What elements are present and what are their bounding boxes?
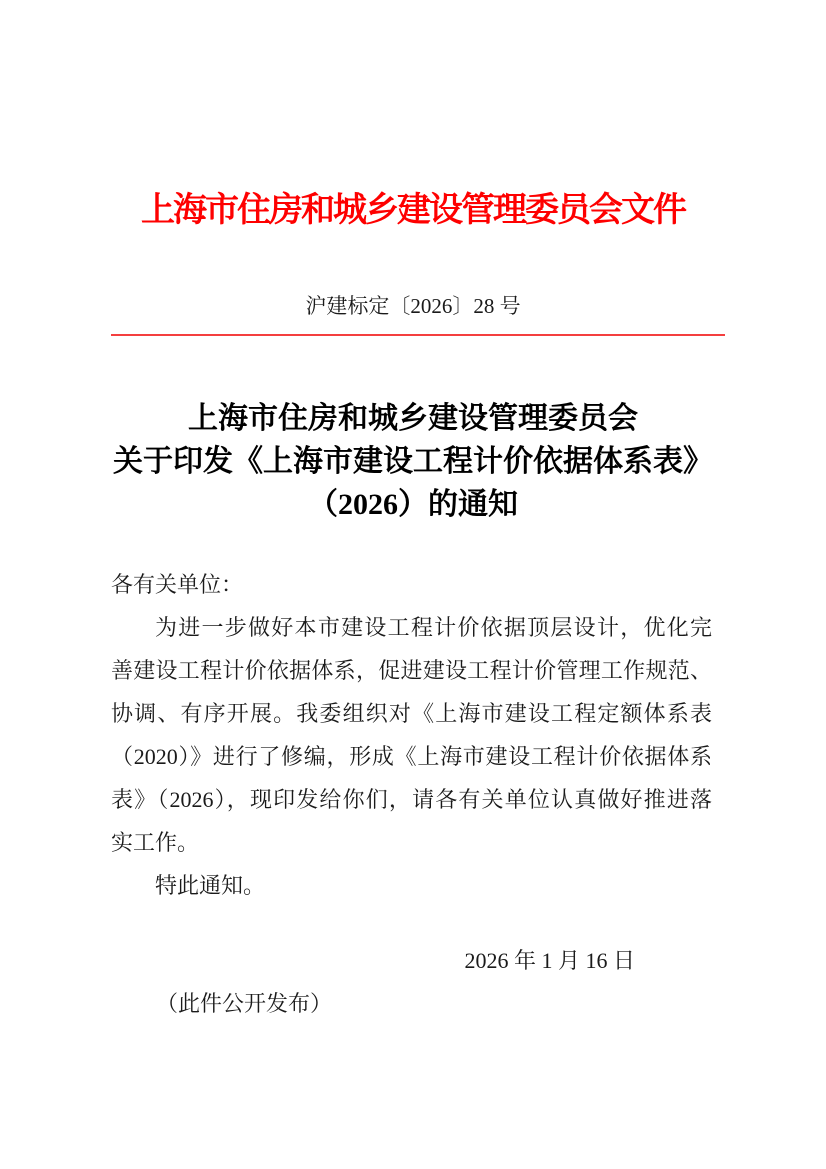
body-line: 表》（2026），现印发给你们，请各有关单位认真做好推进落	[111, 787, 712, 812]
notice-title-line-2: 关于印发《上海市建设工程计价依据体系表》	[113, 445, 713, 478]
public-release-note: （此件公开发布）	[156, 991, 333, 1016]
body-line: 善建设工程计价依据体系，促进建设工程计价管理工作规范、	[111, 658, 712, 683]
red-divider-rule	[111, 334, 725, 336]
letterhead-title: 上海市住房和城乡建设管理委员会文件	[141, 192, 685, 229]
closing-statement: 特此通知。	[155, 873, 266, 898]
body-line: 协调、有序开展。我委组织对《上海市建设工程定额体系表	[111, 701, 712, 726]
notice-title-line-1: 上海市住房和城乡建设管理委员会	[188, 402, 638, 435]
body-line: （2020）》进行了修编，形成《上海市建设工程计价依据体系	[111, 744, 712, 769]
salutation: 各有关单位：	[111, 572, 244, 597]
notice-title	[0, 397, 826, 526]
document-number: 沪建标定〔2026〕28 号	[305, 294, 521, 318]
notice-body	[111, 563, 712, 1025]
issue-date: 2026 年 1 月 16 日	[464, 948, 635, 973]
body-line: 为进一步做好本市建设工程计价依据顶层设计，优化完	[155, 615, 712, 640]
body-line: 实工作。	[111, 830, 200, 855]
notice-title-line-3: （2026）的通知	[308, 488, 518, 521]
